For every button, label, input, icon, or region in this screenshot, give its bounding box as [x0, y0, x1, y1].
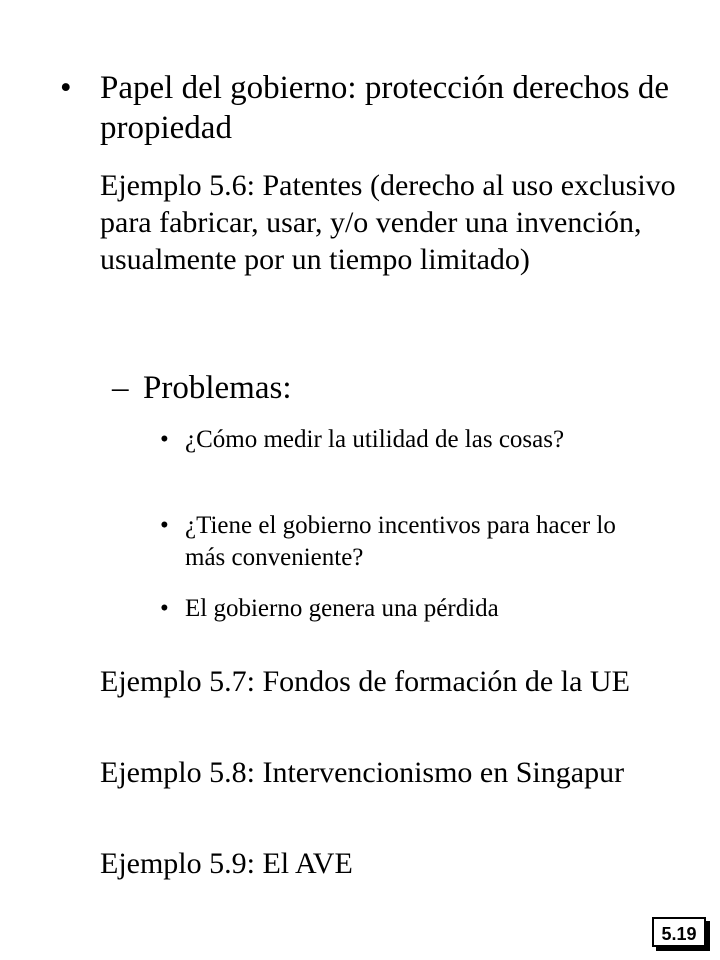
problem-item: ¿Tiene el gobierno incentivos para hacer lo más conveniente?: [185, 512, 616, 571]
page-number-badge: 5.19: [652, 917, 706, 947]
main-bullet: •: [60, 70, 72, 106]
problems-dash: –: [112, 370, 129, 406]
example-5-8: Ejemplo 5.8: Intervencionismo en Singapur: [100, 756, 625, 789]
problems-heading: Problemas:: [143, 370, 292, 406]
problem-bullet: •: [160, 426, 169, 453]
example-5-9: Ejemplo 5.9: El AVE: [100, 847, 353, 880]
example-5-7: Ejemplo 5.7: Fondos de formación de la UE: [100, 665, 630, 698]
main-point-text: Papel del gobierno: protección derechos de propiedad: [100, 70, 670, 146]
problem-bullet: •: [160, 512, 169, 539]
problem-bullet: •: [160, 595, 169, 622]
problem-item: El gobierno genera una pérdida: [185, 595, 499, 622]
problem-item: ¿Cómo medir la utilidad de las cosas?: [185, 426, 565, 453]
example-5-6: Ejemplo 5.6: Patentes (derecho al uso exclusivo para fabricar, usar, y/o vender una invención, usualmente por un tiempo limitado): [100, 169, 676, 276]
